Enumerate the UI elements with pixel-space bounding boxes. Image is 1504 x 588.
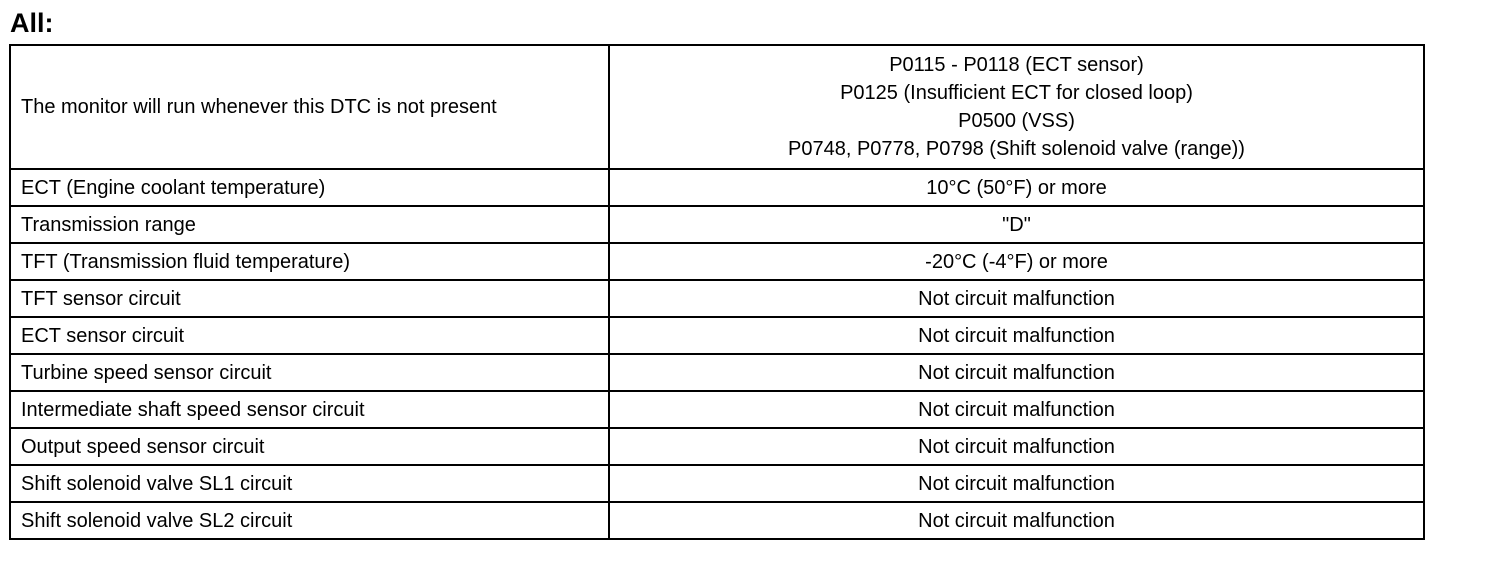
dtc-line: P0125 (Insufficient ECT for closed loop)	[840, 82, 1193, 104]
table-row	[10, 169, 1424, 206]
dtc-line: P0500 (VSS)	[958, 110, 1075, 132]
condition-label: ECT sensor circuit	[10, 317, 609, 354]
table-row	[10, 502, 1424, 539]
condition-value: Not circuit malfunction	[609, 502, 1424, 539]
condition-value: Not circuit malfunction	[609, 391, 1424, 428]
condition-label: ECT (Engine coolant temperature)	[10, 169, 609, 206]
dtc-line: P0748, P0778, P0798 (Shift solenoid valve (range))	[788, 138, 1245, 160]
condition-label: Intermediate shaft speed sensor circuit	[10, 391, 609, 428]
condition-label: Shift solenoid valve SL1 circuit	[10, 465, 609, 502]
condition-value: Not circuit malfunction	[609, 354, 1424, 391]
condition-label: TFT sensor circuit	[10, 280, 609, 317]
condition-value: "D"	[609, 206, 1424, 243]
table-row	[10, 465, 1424, 502]
conditions-table	[9, 44, 1425, 540]
table-row	[10, 243, 1424, 280]
condition-value: Not circuit malfunction	[609, 428, 1424, 465]
condition-value	[609, 45, 1424, 169]
condition-label: Turbine speed sensor circuit	[10, 354, 609, 391]
dtc-line: P0115 - P0118 (ECT sensor)	[889, 54, 1144, 76]
table-row	[10, 428, 1424, 465]
condition-label: Shift solenoid valve SL2 circuit	[10, 502, 609, 539]
condition-label: The monitor will run whenever this DTC is not present	[10, 45, 609, 169]
table-row	[10, 45, 1424, 169]
condition-value: Not circuit malfunction	[609, 280, 1424, 317]
table-row	[10, 354, 1424, 391]
condition-value: 10°C (50°F) or more	[609, 169, 1424, 206]
table-row	[10, 317, 1424, 354]
condition-label: Output speed sensor circuit	[10, 428, 609, 465]
condition-value: Not circuit malfunction	[609, 465, 1424, 502]
condition-value: -20°C (-4°F) or more	[609, 243, 1424, 280]
table-row	[10, 280, 1424, 317]
condition-label: TFT (Transmission fluid temperature)	[10, 243, 609, 280]
condition-value: Not circuit malfunction	[609, 317, 1424, 354]
section-heading: All:	[10, 8, 54, 38]
condition-label: Transmission range	[10, 206, 609, 243]
table-row	[10, 391, 1424, 428]
table-row	[10, 206, 1424, 243]
